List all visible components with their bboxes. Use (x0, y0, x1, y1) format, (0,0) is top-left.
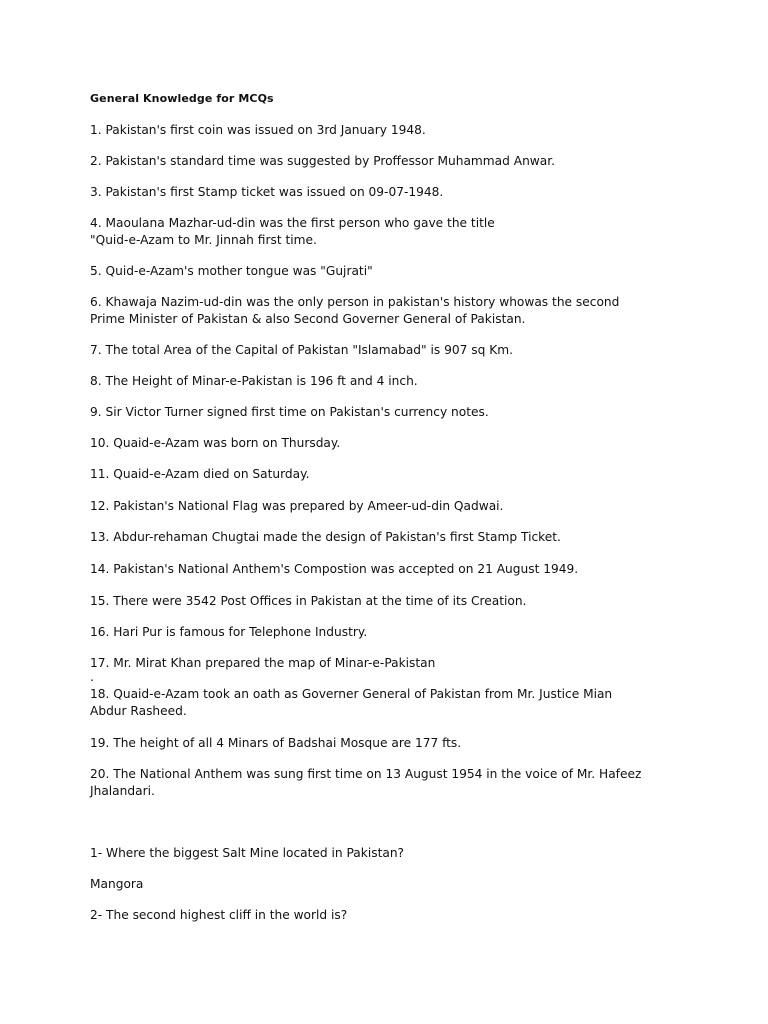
list-item (90, 435, 340, 452)
item-text: 9. Sir Victor Turner signed first time on Pakistan's currency notes. (90, 405, 489, 419)
item-text: Abdur Rasheed. (90, 704, 187, 718)
list-item (90, 593, 526, 610)
item-text: 13. Abdur-rehaman Chugtai made the design of Pakistan's first Stamp Ticket. (90, 530, 561, 544)
list-item (90, 122, 426, 139)
item-text: 2. Pakistan's standard time was suggested by Proffessor Muhammad Anwar. (90, 154, 556, 168)
list-item (90, 466, 309, 483)
answer-text: Mangora (90, 877, 144, 891)
item-text: 18. Quaid-e-Azam took an oath as Governer General of Pakistan from Mr. Justice Mian (90, 687, 613, 701)
item-text: 14. Pakistan's National Anthem's Compostion was accepted on 21 August 1949. (90, 562, 579, 576)
item-text: 3. Pakistan's first Stamp ticket was issued on 09-07-1948. (90, 185, 444, 199)
list-item (90, 342, 513, 359)
list-item (90, 184, 443, 201)
list-item (90, 404, 489, 421)
answer-item (90, 876, 143, 893)
item-text: 8. The Height of Minar-e-Pakistan is 196 ft and 4 inch. (90, 374, 418, 388)
item-text: 4. Maoulana Mazhar-ud-din was the first person who gave the title (90, 216, 495, 230)
list-item (90, 686, 612, 720)
list-item (90, 624, 367, 641)
list-item (90, 766, 641, 800)
item-text: 5. Quid-e-Azam's mother tongue was "Gujrati" (90, 264, 373, 278)
question-item (90, 845, 404, 862)
item-text: . (90, 670, 94, 684)
item-text: 7. The total Area of the Capital of Pakistan "Islamabad" is 907 sq Km. (90, 343, 513, 357)
list-item (90, 153, 555, 170)
question-item (90, 907, 347, 924)
list-item (90, 735, 461, 752)
page-title: General Knowledge for MCQs (90, 92, 274, 105)
item-text: 19. The height of all 4 Minars of Badshai Mosque are 177 fts. (90, 736, 462, 750)
list-item (90, 561, 578, 578)
item-text: 11. Quaid-e-Azam died on Saturday. (90, 467, 310, 481)
item-text: "Quid-e-Azam to Mr. Jinnah first time. (90, 233, 317, 247)
list-item (90, 529, 561, 546)
item-text: 10. Quaid-e-Azam was born on Thursday. (90, 436, 341, 450)
item-text: 12. Pakistan's National Flag was prepared by Ameer-ud-din Qadwai. (90, 499, 504, 513)
question-text: 1- Where the biggest Salt Mine located in Pakistan? (90, 846, 405, 860)
item-text: 6. Khawaja Nazim-ud-din was the only person in pakistan's history whowas the second (90, 295, 620, 309)
list-item (90, 498, 503, 515)
list-item (90, 655, 435, 683)
item-text: 1. Pakistan's first coin was issued on 3rd January 1948. (90, 123, 426, 137)
list-item (90, 373, 418, 390)
item-text: 16. Hari Pur is famous for Telephone Industry. (90, 625, 368, 639)
list-item (90, 215, 495, 249)
item-text: 20. The National Anthem was sung first time on 13 August 1954 in the voice of Mr. Hafeez (90, 767, 642, 781)
item-text: 15. There were 3542 Post Offices in Pakistan at the time of its Creation. (90, 594, 527, 608)
list-item (90, 263, 373, 280)
question-text: 2- The second highest cliff in the world is? (90, 908, 348, 922)
item-text: Prime Minister of Pakistan & also Second Governer General of Pakistan. (90, 312, 526, 326)
item-text: 17. Mr. Mirat Khan prepared the map of Minar-e-Pakistan (90, 656, 436, 670)
list-item (90, 294, 619, 328)
item-text: Jhalandari. (90, 784, 155, 798)
